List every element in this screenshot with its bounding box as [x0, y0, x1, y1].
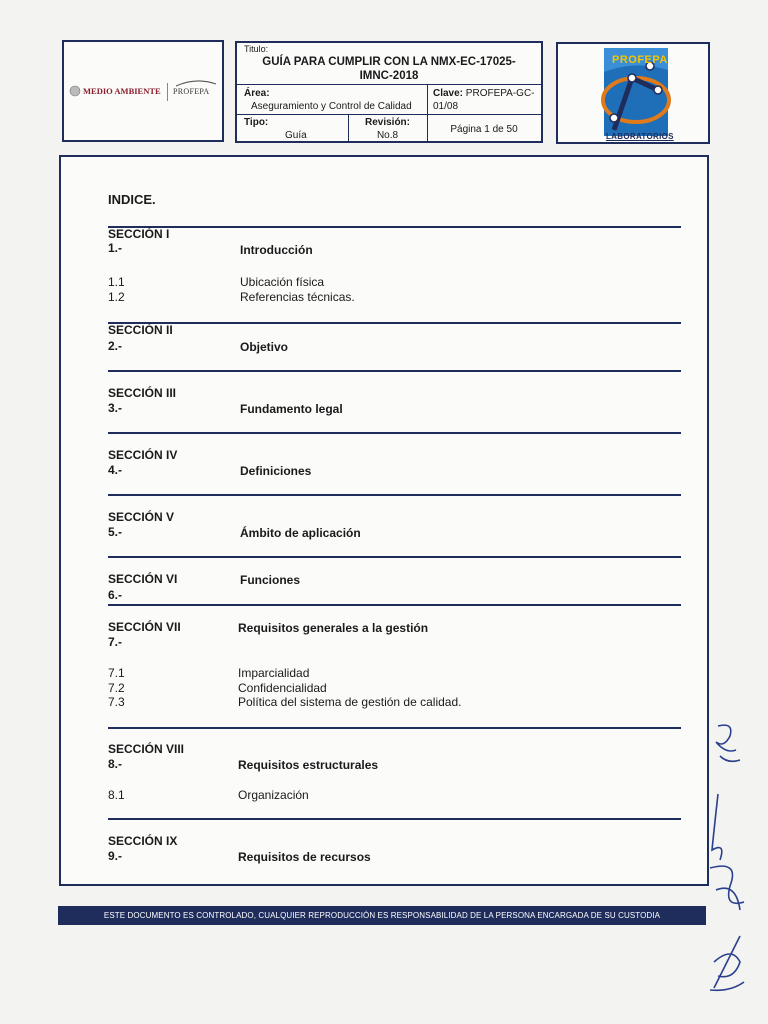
section-number: 9.- [108, 849, 123, 863]
section-title: Ámbito de aplicación [240, 526, 361, 540]
revision-label: Revisión: [364, 117, 410, 128]
titulo-label: Titulo: [244, 44, 269, 54]
document-header-table [235, 41, 543, 143]
subsection-number: 7.2 [108, 681, 125, 695]
section-number: 6.- [108, 588, 123, 602]
profepa-small-brand: PROFEPA [173, 87, 210, 96]
section-divider [108, 604, 681, 606]
tipo-value: Guía [285, 130, 307, 141]
header-divider [237, 114, 541, 115]
section-title: Introducción [240, 243, 313, 257]
section-label: SECCIÓN III [108, 386, 177, 400]
section-label: SECCIÓN VI [108, 572, 178, 586]
laboratorios-label: LABORATORIOS [606, 132, 674, 141]
subsection-title: Referencias técnicas. [240, 290, 355, 304]
section-divider [108, 322, 681, 324]
subsection-number: 1.2 [108, 290, 125, 304]
medio-ambiente-brand: MEDIO AMBIENTE [83, 86, 161, 96]
subsection-number: 7.1 [108, 666, 125, 680]
revision-value: No.8 [376, 130, 399, 141]
section-number: 2.- [108, 339, 123, 353]
semarnat-profepa-logo [62, 40, 224, 142]
section-label: SECCIÓN I [108, 227, 170, 241]
section-number: 5.- [108, 525, 123, 539]
section-title: Objetivo [240, 340, 289, 354]
subsection-title: Organización [238, 788, 309, 802]
section-label: SECCIÓN VIII [108, 742, 185, 756]
section-number: 3.- [108, 401, 123, 415]
section-label: SECCIÓN VII [108, 620, 181, 634]
clave-value-2: 01/08 [433, 101, 459, 112]
subsection-number: 8.1 [108, 788, 125, 802]
section-title: Requisitos generales a la gestión [238, 621, 429, 635]
subsection-title: Política del sistema de gestión de calidad. [238, 695, 462, 709]
subsection-number: 1.1 [108, 275, 125, 289]
document-title-line1: GUÍA PARA CUMPLIR CON LA NMX-EC-17025- [262, 56, 516, 68]
index-heading: INDICE. [108, 192, 156, 207]
handwritten-initials-icon [706, 720, 746, 776]
coat-of-arms-icon [69, 85, 81, 97]
section-label: SECCIÓN II [108, 323, 173, 337]
tipo-label: Tipo: [244, 117, 269, 128]
subsection-title: Ubicación física [240, 275, 325, 289]
section-title: Definiciones [240, 464, 312, 478]
section-label: SECCIÓN IV [108, 448, 178, 462]
section-number: 7.- [108, 635, 123, 649]
section-title: Requisitos de recursos [238, 850, 371, 864]
section-number: 8.- [108, 757, 123, 771]
section-number: 4.- [108, 463, 123, 477]
clave-value-1: PROFEPA-GC- [465, 88, 535, 99]
section-divider [108, 727, 681, 729]
section-divider [108, 432, 681, 434]
section-number: 1.- [108, 241, 123, 255]
section-divider [108, 818, 681, 820]
header-divider [237, 84, 541, 85]
section-divider [108, 556, 681, 558]
section-label: SECCIÓN V [108, 510, 175, 524]
section-divider [108, 226, 681, 228]
logo-divider [167, 83, 168, 101]
subsection-title: Confidencialidad [238, 681, 327, 695]
area-value: Aseguramiento y Control de Calidad [251, 101, 412, 112]
section-divider [108, 494, 681, 496]
profepa-laboratorios-logo [556, 42, 710, 144]
subsection-title: Imparcialidad [238, 666, 310, 680]
page-number: Página 1 de 50 [450, 124, 518, 135]
controlled-document-footer: ESTE DOCUMENTO ES CONTROLADO, CUALQUIER REPRODUCCIÓN ES RESPONSABILIDAD DE LA PERSONA ENCARGADA DE SU CUSTODIA [58, 906, 706, 925]
section-title: Funciones [240, 573, 301, 587]
section-title: Requisitos estructurales [238, 758, 379, 772]
header-divider [427, 84, 428, 114]
handwritten-signature-icon [700, 790, 756, 920]
profepa-brand-title: PROFEPA [612, 54, 668, 66]
handwritten-initials-icon [704, 932, 752, 996]
area-label: Área: [244, 88, 270, 99]
clave-label: Clave: [433, 88, 464, 99]
document-title-line2: IMNC-2018 [359, 70, 419, 82]
subsection-number: 7.3 [108, 695, 125, 709]
index-panel [59, 155, 709, 886]
section-title: Fundamento legal [240, 402, 343, 416]
section-divider [108, 370, 681, 372]
clave [433, 88, 535, 99]
section-label: SECCIÓN IX [108, 834, 178, 848]
